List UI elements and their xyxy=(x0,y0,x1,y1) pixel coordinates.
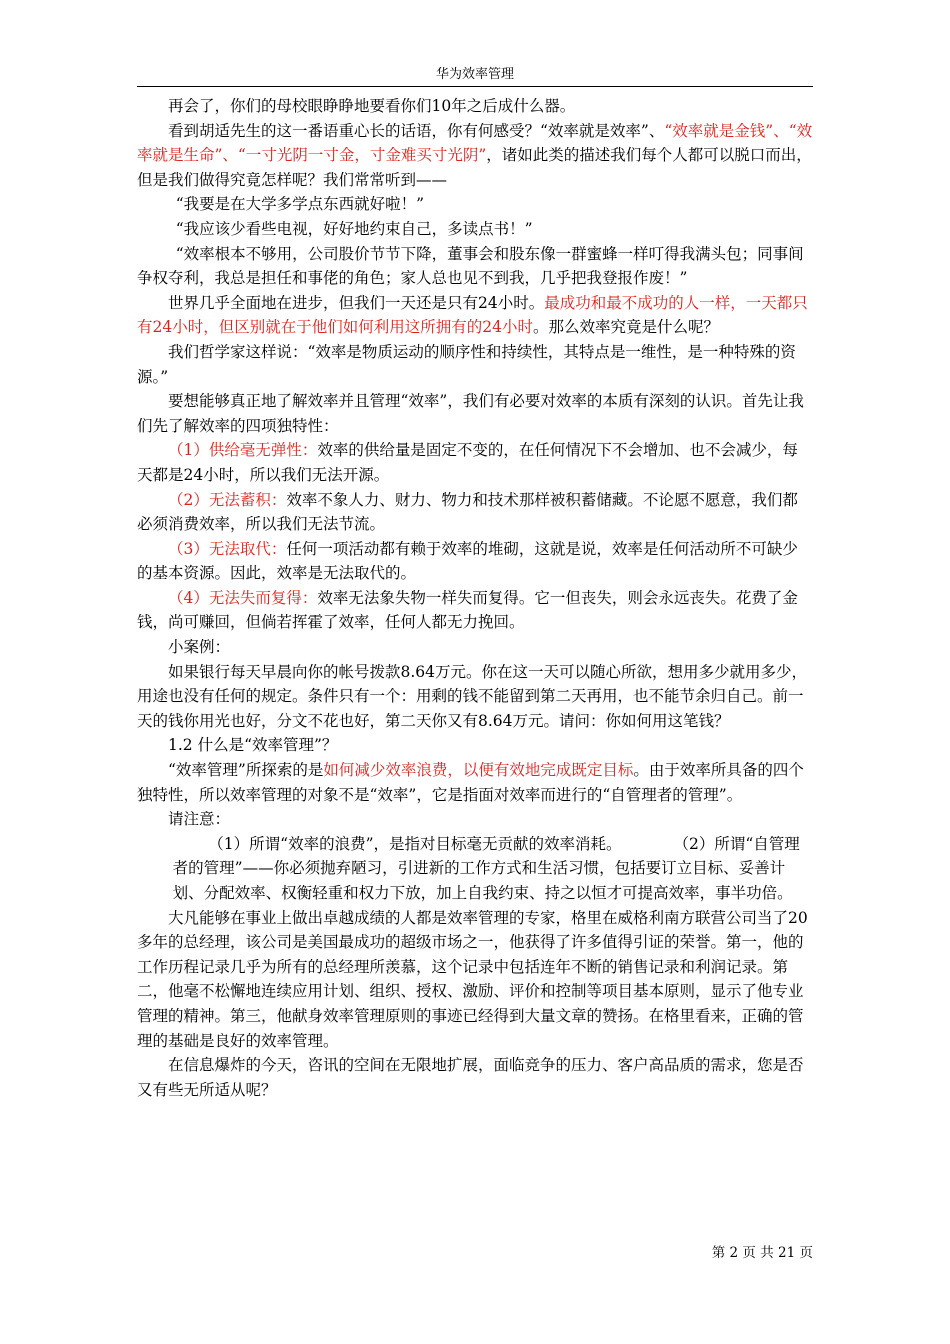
paragraph-gerry: 大凡能够在事业上做出卓越成绩的人都是效率管理的专家，格里在威格利南方联营公司当了20多年的总经理，该公司是美国最成功的超级市场之一，他获得了许多值得引证的荣誉。第一，他的工作历程记录几乎为所有的总经理所羡慕，这个记录中包括连年不断的销售记录和利润记录。第二，他毫不松懈地连续应用计划、组织、授权、激励、评价和控制等项目基本原则，显示了他专业管理的精神。第三，他献身效率管理原则的事迹已经得到大量文章的赞扬。在格里看来，正确的管理的基础是良好的效率管理。 xyxy=(137,908,808,1050)
paragraph-philosopher: 我们哲学家这样说：“效率是物质运动的顺序性和持续性，其特点是一维性，是一种特殊的资源。” xyxy=(137,342,796,386)
paragraph-text: 世界几乎全面地在进步，但我们一天还是只有24小时。 xyxy=(168,293,545,312)
trait-label: （1）供给毫无弹性： xyxy=(168,441,318,460)
trait-3 xyxy=(137,537,813,586)
trait-text: 任何一项活动都有赖于效率的堆砌，这就是说，效率是任何活动所不可缺少的基本资源。因此，效率是无法取代的。 xyxy=(137,539,798,583)
trait-text: 效率的供给量是固定不变的，在任何情况下不会增加、也不会减少，每天都是24小时，所以我们无法开源。 xyxy=(137,441,798,484)
case-text: 如果银行每天早晨向你的帐号拨款8.64万元。你在这一天可以随心所欲，想用多少就用多少，用途也没有任何的规定。条件只有一个：用剩的钱不能留到第二天再用，也不能节余归自己。前一天的钱你用光也好，分文不花也好，第二天你又有8.64万元。请问：你如何用这笔钱？ xyxy=(137,662,808,730)
notice-item-1: （1）所谓“效率的浪费”，是指对目标毫无贡献的效率消耗。 xyxy=(208,834,622,853)
paragraph-hushi-reflection xyxy=(137,119,813,193)
paragraph-text: 。那么效率究竟是什么呢？ xyxy=(532,318,719,337)
header-divider xyxy=(137,86,813,87)
highlighted-text: 如何减少效率浪费，以便有效地完成既定目标 xyxy=(323,761,634,780)
trait-text: 效率无法象失物一样失而复得。它一但丧失，则会永远丧失。花费了金钱，尚可赚回，但倘若挥霍了效率，任何人都无力挽回。 xyxy=(137,588,798,632)
quote-3: “效率根本不够用，公司股价节节下降，董事会和股东像一群蜜蜂一样叮得我满头包；同事间争权夺利，我总是担任和事佬的角色；家人总也见不到我，几乎把我登报作废！” xyxy=(137,244,804,288)
paragraph-text: ，诸如此类的描述我们每个人都可以脱口而出，但是我们做得究竟怎样呢？我们常常听到—— xyxy=(137,146,812,189)
trait-label: （2）无法蓄积： xyxy=(168,490,287,509)
quote-1: “我要是在大学多学点东西就好啦！” xyxy=(175,195,425,214)
paragraph-24-hours xyxy=(137,291,813,340)
paragraph-four-traits-intro: 要想能够真正地了解效率并且管理“效率”，我们有必要对效率的本质有深刻的认识。首先让我们先了解效率的四项独特性： xyxy=(137,392,804,435)
notice-title: 请注意： xyxy=(168,810,231,829)
trait-4 xyxy=(137,586,813,635)
page-header-title: 华为效率管理 xyxy=(435,67,514,82)
paragraph-information-age: 在信息爆炸的今天，咨讯的空间在无限地扩展，面临竞争的压力、客户高品质的需求，您是否又有些无所适从呢？ xyxy=(137,1056,804,1099)
page-number: 第 2 页 共 21 页 xyxy=(711,1245,813,1261)
trait-label: （4）无法失而复得： xyxy=(168,588,318,607)
case-title: 小案例： xyxy=(168,638,231,657)
trait-2 xyxy=(137,488,813,537)
trait-text: 效率不象人力、财力、物力和技术那样被积蓄储藏。不论愿不愿意，我们都必须消费效率，所以我们无法节流。 xyxy=(137,490,798,534)
paragraph-efficiency-management xyxy=(137,758,813,807)
paragraph-farewell: 再会了，你们的母校眼睁睁地要看你们10年之后成什么器。 xyxy=(168,97,576,115)
highlighted-text: “效率就是金钱”、“效率就是生命”、“一寸光阴一寸金，寸金难买寸光阴” xyxy=(137,121,813,165)
paragraph-text: 。由于效率所具备的四个独特性，所以效率管理的对象不是“效率”，它是指面对效率而进行的“自管理者的管理”。 xyxy=(137,761,804,804)
section-heading: 1.2 什么是“效率管理”？ xyxy=(168,736,338,755)
paragraph-text: 看到胡适先生的这一番语重心长的话语，你有何感受？“效率就是效率”、 xyxy=(168,121,665,140)
paragraph-text: “效率管理”所探索的是 xyxy=(168,761,324,780)
quote-2: “我应该少看些电视，好好地约束自己，多读点书！” xyxy=(175,219,533,238)
notice-items xyxy=(173,832,813,906)
trait-label: （3）无法取代： xyxy=(168,539,287,558)
notice-block xyxy=(137,832,813,906)
document-body xyxy=(137,94,813,1102)
trait-1 xyxy=(137,438,813,487)
highlighted-text: 最成功和最不成功的人一样，一天都只有24小时，但区别就在于他们如何利用这所拥有的24小时 xyxy=(137,293,808,337)
notice-item-2: （2）所谓“自管理者的管理”——你必须抛弃陋习，引进新的工作方式和生活习惯，包括要订立目标、妥善计划、分配效率、权衡轻重和权力下放，加上自我约束、持之以恒才可提高效率，事半功倍。 xyxy=(172,834,800,902)
